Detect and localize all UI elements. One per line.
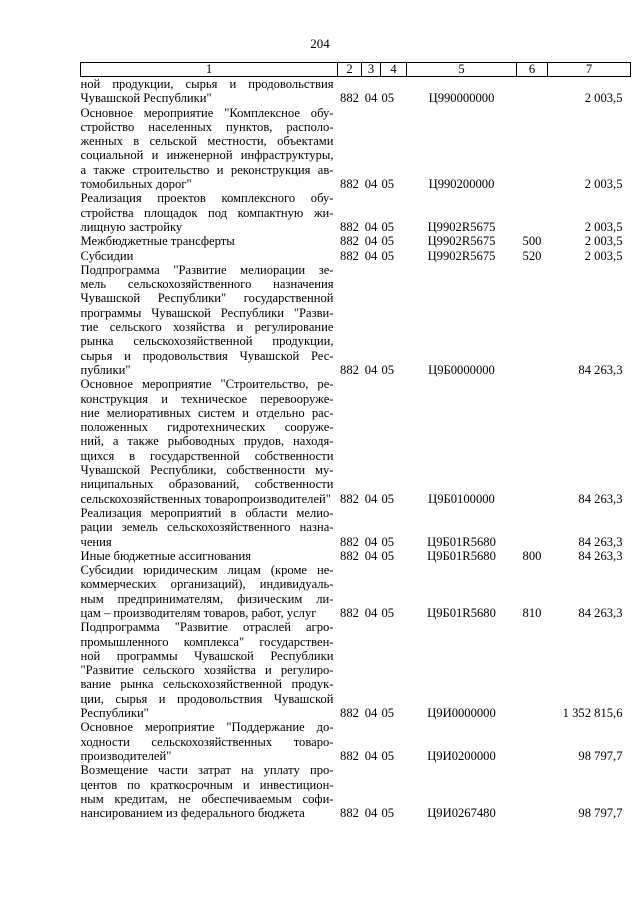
table-row (81, 720, 631, 763)
section-code: 04 (364, 219, 378, 234)
target-article-code: Ц9902R5675 (427, 248, 496, 263)
amount: 2 003,5 (584, 219, 623, 234)
target-article-code: Ц9902R5675 (427, 219, 496, 234)
table-row (81, 191, 631, 234)
row-name-line: Возмещение части затрат на уплату про- (80, 763, 334, 778)
row-name-line: Реализация мероприятий в области мелио- (80, 505, 334, 520)
table-row (81, 549, 631, 563)
amount: 98 797,7 (578, 748, 623, 763)
row-name (81, 191, 338, 234)
header-col-7: 7 (548, 63, 631, 77)
row-name-line: лищную застройку (80, 219, 183, 234)
subsection-code: 05 (381, 177, 395, 192)
row-name (81, 106, 338, 192)
table-row (81, 234, 631, 248)
row-name (81, 620, 338, 720)
row-name-line: производителей" (80, 748, 172, 763)
admin-code: 882 (340, 362, 359, 377)
admin-code: 882 (340, 177, 359, 192)
row-name-line: стройства площадок под компактную жи- (80, 205, 334, 220)
table-row (81, 763, 631, 820)
row-name-line: Подпрограмма "Развитие отраслей агро- (80, 620, 334, 635)
section-code: 04 (364, 706, 378, 721)
section-code: 04 (364, 234, 378, 249)
row-name (81, 563, 338, 620)
row-name-line: Межбюджетные трансферты (80, 234, 235, 249)
section-code: 04 (364, 248, 378, 263)
row-name-line: нансированием из федерального бюджета (80, 806, 305, 821)
subsection-code: 05 (381, 806, 395, 821)
row-name (81, 549, 338, 563)
row-name-line: промышленного комплекса" государствен- (80, 634, 334, 649)
row-name-line: Чувашской Республики" (80, 91, 212, 106)
target-article-code: Ц9Б01R5680 (427, 534, 496, 549)
row-name-line: ниципальных образований, собственности (80, 477, 334, 492)
expense-type-code (517, 720, 548, 763)
amount: 98 797,7 (578, 806, 623, 821)
table-row (81, 506, 631, 549)
row-name-line: программы Чувашской Республики "Разви- (80, 305, 334, 320)
expense-type-code (517, 377, 548, 506)
row-name-line: мель сельскохозяйственного назначения (80, 277, 334, 292)
amount: 84 263,3 (578, 491, 623, 506)
amount: 84 263,3 (578, 605, 623, 620)
row-name-line: рации земель сельскохозяйственного назна- (80, 520, 334, 535)
row-name-line: сельскохозяйственных товаропроизводителей" (80, 491, 331, 506)
row-name-line: ной продукции, сырья и продовольствия (80, 77, 334, 91)
section-code: 04 (364, 548, 378, 563)
section-code: 04 (364, 177, 378, 192)
row-name-line: публики" (80, 362, 131, 377)
admin-code: 882 (340, 491, 359, 506)
row-name-line: вание рынка сельскохозяйственной продук- (80, 677, 334, 692)
admin-code: 882 (340, 219, 359, 234)
table-row (81, 249, 631, 263)
admin-code: 882 (340, 548, 359, 563)
table-row (81, 377, 631, 506)
row-name-line: ции, сырья и продовольствия Чувашской (80, 691, 334, 706)
expense-type-code (517, 763, 548, 820)
row-name (81, 720, 338, 763)
expense-type-code: 800 (522, 548, 542, 563)
budget-table (80, 62, 631, 820)
amount: 2 003,5 (584, 248, 623, 263)
table-row (81, 106, 631, 192)
amount: 84 263,3 (578, 362, 623, 377)
header-col-5: 5 (407, 63, 517, 77)
row-name (81, 763, 338, 820)
section-code: 04 (364, 491, 378, 506)
table-row (81, 77, 631, 106)
table-row (81, 563, 631, 620)
row-name-line: Реализация проектов комплексного обу- (80, 191, 334, 206)
expense-type-code: 500 (522, 234, 542, 249)
target-article-code: Ц9И0000000 (427, 706, 496, 721)
row-name-line: ходности сельскохозяйственных товаро- (80, 734, 334, 749)
admin-code: 882 (340, 806, 359, 821)
target-article-code: Ц9Б01R5680 (427, 605, 496, 620)
row-name-line: томобильных дорог" (80, 177, 192, 192)
target-article-code: Ц9И0267480 (427, 806, 496, 821)
row-name (81, 377, 338, 506)
row-name-line: тие сельского хозяйства и регулирование (80, 320, 334, 335)
header-col-2: 2 (338, 63, 362, 77)
expense-type-code (517, 106, 548, 192)
row-name-line: центов по краткосрочным и инвестицион- (80, 777, 334, 792)
row-name-line: стройство населенных пунктов, располо- (80, 119, 334, 134)
target-article-code: Ц9Б01R5680 (427, 548, 496, 563)
subsection-code: 05 (381, 748, 395, 763)
table-row (81, 263, 631, 377)
row-name-line: Основное мероприятие "Строительство, ре- (80, 377, 334, 392)
row-name-line: Подпрограмма "Развитие мелиорации зе- (80, 262, 334, 277)
row-name-line: ние мелиоративных систем и отдельно рас- (80, 405, 334, 420)
row-name-line: ний, а также рыбоводных прудов, находя- (80, 434, 334, 449)
subsection-code: 05 (381, 362, 395, 377)
subsection-code: 05 (381, 706, 395, 721)
row-name-line: Чувашской Республики" государственной (80, 291, 334, 306)
subsection-code: 05 (381, 534, 395, 549)
row-name-line: Основное мероприятие "Поддержание до- (80, 720, 334, 735)
target-article-code: Ц990200000 (428, 177, 495, 192)
header-col-4: 4 (381, 63, 407, 77)
expense-type-code: 520 (522, 248, 542, 263)
expense-type-code (517, 77, 548, 106)
row-name-line: коммерческих организаций), индивидуаль- (80, 577, 334, 592)
subsection-code: 05 (381, 91, 395, 106)
row-name (81, 77, 338, 106)
table-row (81, 620, 631, 720)
target-article-code: Ц9И0200000 (427, 748, 496, 763)
row-name (81, 263, 338, 377)
section-code: 04 (364, 748, 378, 763)
row-name-line: "Развитие сельского хозяйства и регулиро- (80, 663, 334, 678)
subsection-code: 05 (381, 234, 395, 249)
admin-code: 882 (340, 748, 359, 763)
admin-code: 882 (340, 605, 359, 620)
amount: 2 003,5 (584, 234, 623, 249)
subsection-code: 05 (381, 605, 395, 620)
row-name-line: цам – производителям товаров, работ, услуг (80, 605, 317, 620)
expense-type-code: 810 (522, 605, 542, 620)
target-article-code: Ц9902R5675 (427, 234, 496, 249)
subsection-code: 05 (381, 548, 395, 563)
row-name-line: Республики" (80, 706, 149, 721)
section-code: 04 (364, 806, 378, 821)
subsection-code: 05 (381, 219, 395, 234)
row-name-line: Основное мероприятие "Комплексное обу- (80, 105, 334, 120)
expense-type-code (517, 506, 548, 549)
subsection-code: 05 (381, 248, 395, 263)
row-name (81, 506, 338, 549)
admin-code: 882 (340, 248, 359, 263)
subsection-code: 05 (381, 491, 395, 506)
row-name (81, 249, 338, 263)
table-body (81, 77, 631, 821)
row-name (81, 234, 338, 248)
amount: 84 263,3 (578, 534, 623, 549)
target-article-code: Ц990000000 (428, 91, 495, 106)
row-name-line: положенных гидротехнических сооруже- (80, 420, 334, 435)
header-col-1: 1 (81, 63, 338, 77)
row-name-line: чения (80, 534, 112, 549)
header-col-3: 3 (362, 63, 381, 77)
admin-code: 882 (340, 706, 359, 721)
row-name-line: женных в сельской местности, объектами (80, 134, 334, 149)
expense-type-code (517, 620, 548, 720)
row-name-line: Иные бюджетные ассигнования (80, 548, 252, 563)
row-name-line: рынка сельскохозяйственной продукции, (80, 334, 334, 349)
row-name-line: а также строительство и реконструкция ав- (80, 162, 334, 177)
admin-code: 882 (340, 91, 359, 106)
target-article-code: Ц9Б0000000 (428, 362, 495, 377)
header-row (81, 63, 631, 77)
row-name-line: конструкция и техническое перевооруже- (80, 391, 334, 406)
expense-type-code (517, 191, 548, 234)
row-name-line: щихся в государственной собственности (80, 448, 334, 463)
header-col-6: 6 (517, 63, 548, 77)
row-name-line: социальной и инженерной инфраструктуры, (80, 148, 334, 163)
section-code: 04 (364, 534, 378, 549)
amount: 2 003,5 (584, 177, 623, 192)
page-number: 204 (310, 36, 330, 51)
row-name-line: Субсидии юридическим лицам (кроме не- (80, 563, 334, 578)
admin-code: 882 (340, 234, 359, 249)
amount: 2 003,5 (584, 91, 623, 106)
target-article-code: Ц9Б0100000 (428, 491, 495, 506)
row-name-line: ным предпринимателям, физическим ли- (80, 591, 334, 606)
section-code: 04 (364, 91, 378, 106)
section-code: 04 (364, 362, 378, 377)
row-name-line: ным кредитам, не обеспечиваемым софи- (80, 791, 334, 806)
row-name-line: сырья и продовольствия Чувашской Рес- (80, 348, 334, 363)
section-code: 04 (364, 605, 378, 620)
expense-type-code (517, 263, 548, 377)
row-name-line: ной программы Чувашской Республики (80, 648, 334, 663)
admin-code: 882 (340, 534, 359, 549)
row-name-line: Субсидии (80, 248, 134, 263)
row-name-line: Чувашской Республики, собственности му- (80, 463, 334, 478)
amount: 84 263,3 (578, 548, 623, 563)
amount: 1 352 815,6 (562, 706, 623, 721)
